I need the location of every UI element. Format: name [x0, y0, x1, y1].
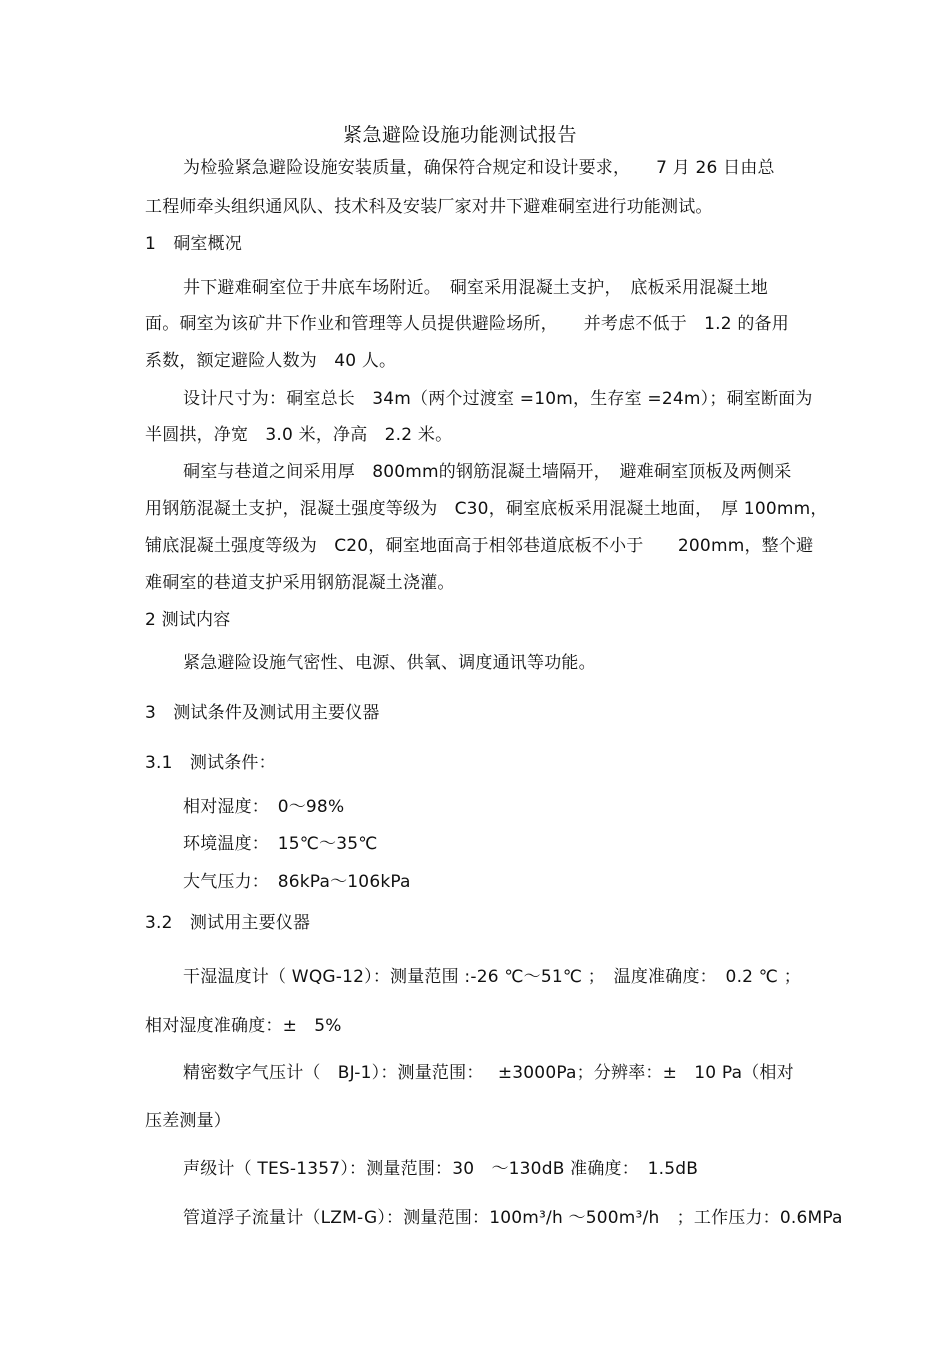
s1-p1-line-1: 井下避难硐室位于井底车场附近。 硐室采用混凝土支护， 底板采用混凝土地 — [183, 278, 768, 298]
condition-pressure: 大气压力： 86kPa～106kPa — [183, 872, 411, 892]
condition-temperature: 环境温度： 15℃～35℃ — [183, 834, 378, 854]
section-3-1-heading: 3.1 测试条件： — [145, 753, 276, 773]
instrument-1-line-1: 干湿温度计（ WQG-12）：测量范围 :-26 ℃～51℃ ； 温度准确度： 0.2 ℃ ； — [183, 967, 801, 987]
section-1-heading: 1 硐室概况 — [145, 234, 243, 254]
instrument-3: 声级计（ TES-1357）：测量范围：30 ～130dB 准确度： 1.5dB — [183, 1159, 699, 1179]
s1-p3-line-2: 用钢筋混凝土支护，混凝土强度等级为 C30，硐室底板采用混凝土地面， 厚 100mm， — [145, 499, 828, 519]
instrument-1-line-2: 相对湿度准确度：± 5% — [145, 1016, 342, 1036]
section-3-2-heading: 3.2 测试用主要仪器 — [145, 913, 311, 933]
s1-p3-line-3: 铺底混凝土强度等级为 C20，硐室地面高于相邻巷道底板不小于 200mm，整个避 — [145, 536, 814, 556]
instrument-2-line-1: 精密数字气压计（ BJ-1）：测量范围： ±3000Pa；分辨率：± 10 Pa（相对 — [183, 1063, 794, 1083]
section-2-heading: 2 测试内容 — [145, 610, 231, 630]
section-3-heading: 3 测试条件及测试用主要仪器 — [145, 703, 380, 723]
s1-p3-line-1: 硐室与巷道之间采用厚 800mm的钢筋混凝土墙隔开， 避难硐室顶板及两侧采 — [183, 462, 792, 482]
s1-p1-line-2: 面。硐室为该矿井下作业和管理等人员提供避险场所， 并考虑不低于 1.2 的备用 — [145, 314, 789, 334]
s1-p1-line-3: 系数，额定避险人数为 40 人。 — [145, 351, 397, 371]
s1-p2-line-1: 设计尺寸为：硐室总长 34m（两个过渡室 =10m，生存室 =24m）；硐室断面为 — [183, 389, 813, 409]
s2-paragraph: 紧急避险设施气密性、电源、供氧、调度通讯等功能。 — [183, 653, 596, 673]
condition-humidity: 相对湿度： 0～98% — [183, 797, 345, 817]
document-title: 紧急避险设施功能测试报告 — [343, 124, 578, 146]
s1-p3-line-4: 难硐室的巷道支护采用钢筋混凝土浇灌。 — [145, 573, 455, 593]
instrument-4: 管道浮子流量计（LZM-G）：测量范围：100m³/h ～500m³/h ；工作压力：0.6MPa — [183, 1208, 843, 1228]
s1-p2-line-2: 半圆拱，净宽 3.0 米，净高 2.2 米。 — [145, 425, 453, 445]
intro-line-2: 工程师牵头组织通风队、技术科及安装厂家对井下避难硐室进行功能测试。 — [145, 197, 713, 217]
instrument-2-line-2: 压差测量） — [145, 1111, 231, 1131]
intro-line-1: 为检验紧急避险设施安装质量，确保符合规定和设计要求， 7 月 26 日由总 — [183, 158, 775, 178]
